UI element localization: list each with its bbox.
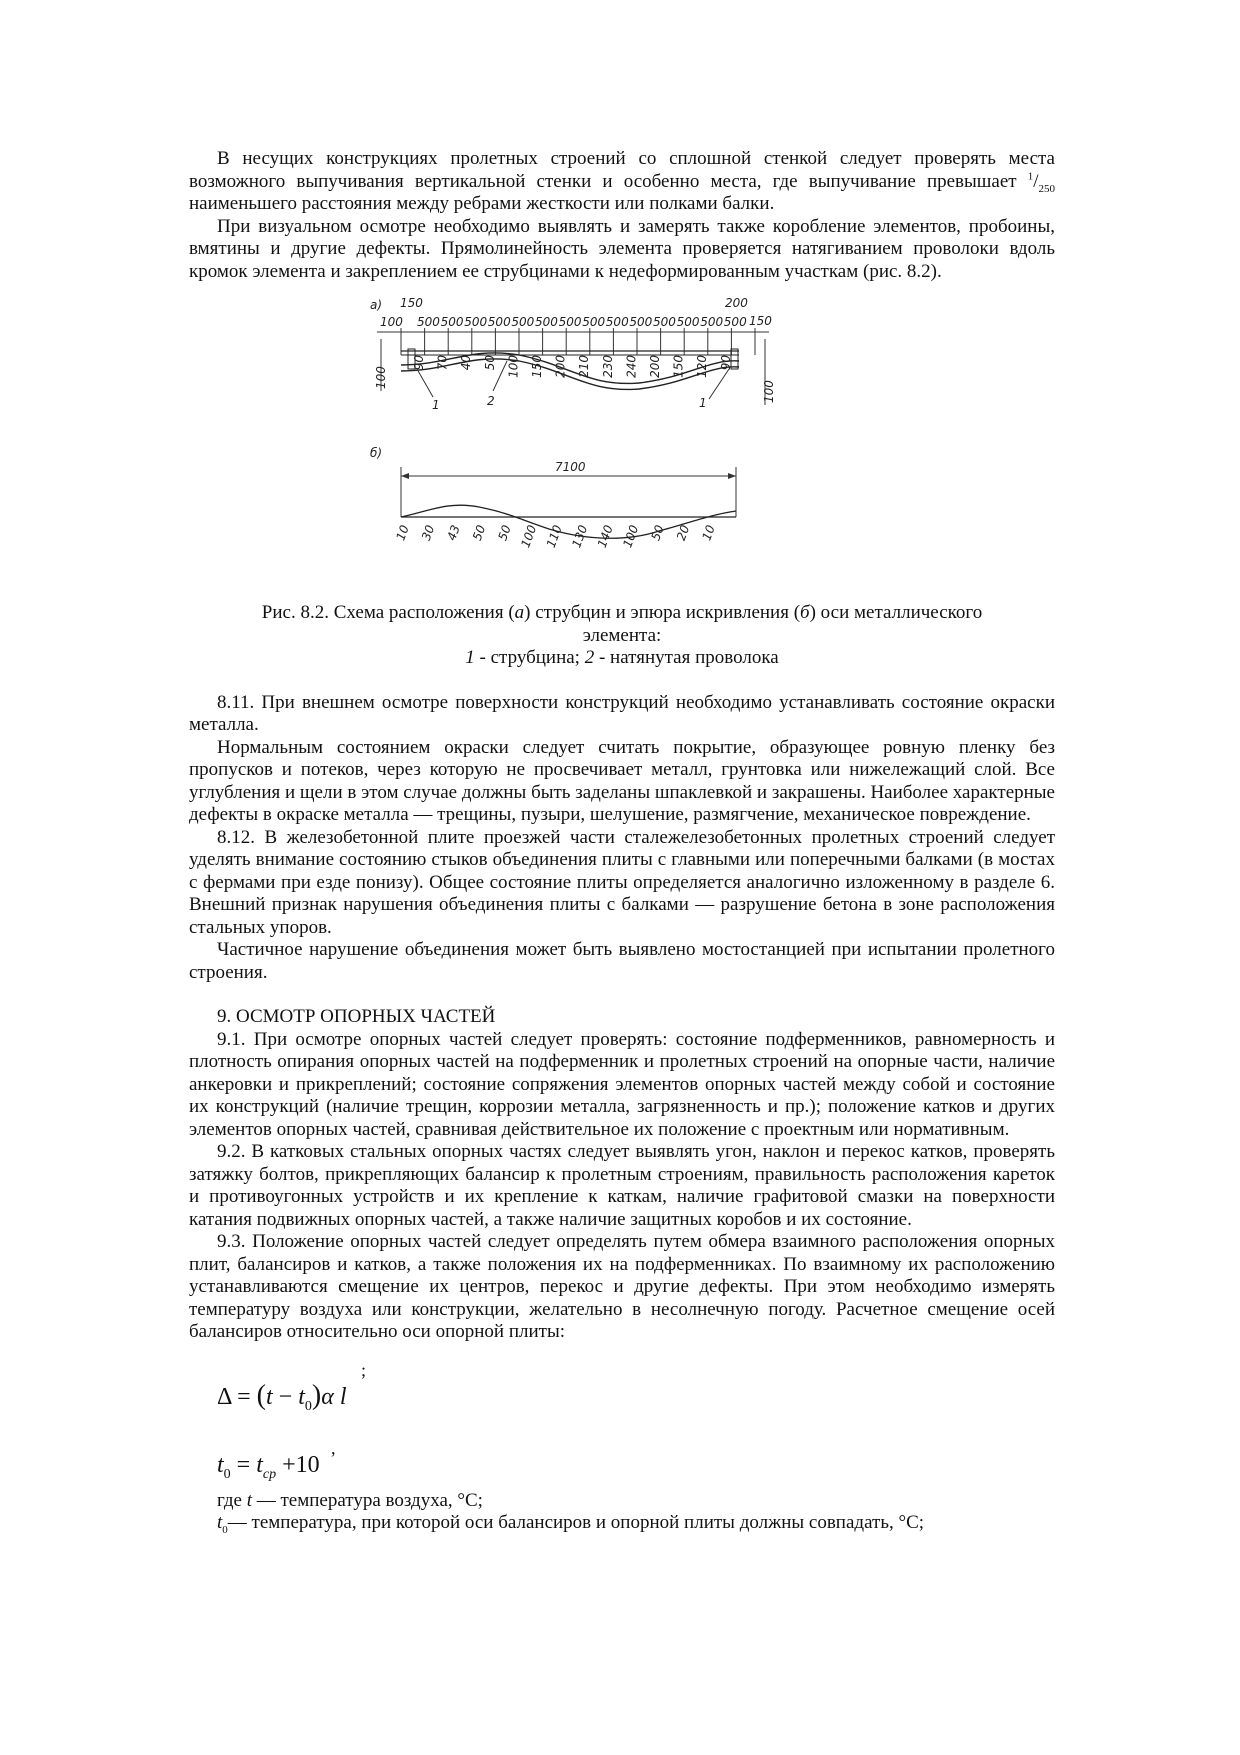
offset-label: 230 bbox=[600, 355, 615, 378]
top-dimension-label: 500 bbox=[582, 315, 606, 329]
offset-label: 200 bbox=[648, 355, 662, 378]
span-7100: 7100 bbox=[555, 460, 586, 474]
offset-label: 100 bbox=[506, 355, 521, 378]
paragraph-paint-condition: Нормальным состоянием окраски следует считать покрытие, образующее ровную пленку без пропусков и потеков, через которую не просвечивает металл, грунтовка или нижележащий слой. Все углубления и щели в этом случае должны быть заделаны шпаклевкой и закрашены. Наиболее характерные дефекты в окраске металла — трещины, пузыри, шелушение, размягчение, механическое повреждение. bbox=[189, 736, 1055, 825]
top-dimension-label: 500 bbox=[487, 315, 511, 329]
section-heading-9: 9. ОСМОТР ОПОРНЫХ ЧАСТЕЙ bbox=[217, 1006, 496, 1027]
curvature-values bbox=[393, 523, 718, 550]
curvature-value: 110 bbox=[543, 523, 565, 550]
side-dim-left: 100 bbox=[374, 366, 388, 389]
fraction-denominator: 250 bbox=[1038, 182, 1055, 195]
offset-label: 50 bbox=[482, 355, 497, 371]
curvature-value: 43 bbox=[444, 523, 463, 543]
offset-label: 210 bbox=[577, 355, 592, 378]
curvature-value: 20 bbox=[673, 523, 693, 543]
formula-t0: $t_0 = t_{ср} +10$ , bbox=[217, 1437, 336, 1482]
definition-t0: $t_0—$ температура, при которой оси балансиров и опорной плиты должны совпадать, °С; bbox=[217, 1512, 925, 1536]
top-dimension-label: 500 bbox=[629, 315, 653, 329]
paragraph-9-2: 9.2. В катковых стальных опорных частях следует выявлять угон, наклон и перекос катков, проверять затяжку болтов, прикрепляющих балансир к пролетным строениям, правильность расположения кареток и противоугонных устройств и их крепление к каткам, наличие графитовой смазки на поверхности катания подвижных опорных частей, а также наличие защитных коробов и их состояние. bbox=[189, 1141, 1055, 1230]
variable-definitions bbox=[189, 1490, 1055, 1535]
figure-8-2 bbox=[189, 295, 1055, 600]
curvature-value: 100 bbox=[620, 523, 642, 550]
offset-label: 40 bbox=[459, 355, 474, 371]
dim-200: 200 bbox=[725, 296, 748, 310]
curvature-value: 10 bbox=[393, 523, 412, 543]
caption-line-2: элемента: bbox=[582, 624, 662, 646]
formula-displacement: $\Delta = (t - t_0)\alpha$ l ; bbox=[217, 1359, 367, 1414]
offset-label: 200 bbox=[553, 355, 568, 378]
label-b: б) bbox=[370, 446, 383, 460]
caption-line-1: Рис. 8.2. Схема расположения (а) струбцин и эпюра искривления (б) оси металлического bbox=[261, 602, 983, 623]
callout-1-right: 1 bbox=[699, 396, 707, 410]
side-dim-right: 100 bbox=[762, 380, 776, 403]
paragraph-text: В несущих конструкциях пролетных строений со сплошной стенкой следует проверять места возможного выпучивания вертикальной стенки и особенно места, где выпучивание превышает bbox=[189, 148, 1055, 192]
curvature-value: 50 bbox=[469, 523, 489, 543]
offset-label: 240 bbox=[624, 355, 639, 378]
paragraph-9-1: 9.1. При осмотре опорных частей следует проверять: состояние подферменников, равномерность и плотность опирания опорных частей на подферменник и пролетных строений на опорные части, наличие анкеровки и прикреплений; состояние сопряжения элементов опорных частей между собой и состояние их конструкций (наличие трещин, коррозии металла, загрязненность и пр.); положение катков и других элементов опорных частей, сравнивая действительное их положение с проектным или нормативным. bbox=[189, 1028, 1055, 1140]
definition-t: где t — температура воздуха, °С; bbox=[217, 1489, 483, 1511]
clamp-diagram bbox=[189, 295, 1055, 600]
figure-caption bbox=[189, 602, 1055, 670]
top-dimension-labels bbox=[417, 315, 747, 329]
curvature-value: 50 bbox=[495, 523, 514, 543]
fraction-numerator: 1 bbox=[1027, 170, 1034, 183]
top-dimension-label: 500 bbox=[605, 315, 629, 329]
paragraph-visual-inspection: При визуальном осмотре необходимо выявлять и замерять также коробление элементов, пробоины, вмятины и другие дефекты. Прямолинейность элемента проверяется натягиванием проволоки вдоль кромок элемента и закреплением ее струбцинами к недеформированным участкам (рис. 8.2). bbox=[189, 215, 1055, 282]
curvature-value: 140 bbox=[594, 523, 616, 550]
curvature-value: 50 bbox=[648, 523, 667, 543]
offset-label: 150 bbox=[671, 354, 686, 378]
offset-labels-a bbox=[412, 355, 733, 378]
callout-1-left: 1 bbox=[432, 398, 440, 412]
curvature-value: 130 bbox=[569, 523, 591, 550]
paragraph-9-3: 9.3. Положение опорных частей следует определять путем обмера взаимного расположения опорных плит, балансиров и катков, а также положения их на подферменниках. По взаимному их расположению устанавливаются смещение их центров, перекос и другие дефекты. При этом необходимо измерять температуру воздуха или конструкции, желательно в несолнечную погоду. Расчетное смещение осей балансиров относительно оси опорной плиты: bbox=[189, 1231, 1055, 1342]
top-dimension-label: 500 bbox=[417, 315, 440, 329]
curvature-value: 10 bbox=[699, 523, 718, 543]
bent-element-top bbox=[401, 353, 739, 384]
top-dimension-label: 500 bbox=[653, 315, 676, 329]
top-dimension-label: 500 bbox=[535, 315, 558, 329]
dim-100-left: 100 bbox=[380, 315, 403, 329]
curvature-value: 30 bbox=[418, 523, 438, 543]
top-dimension-label: 500 bbox=[440, 315, 464, 329]
top-dimension-label: 500 bbox=[676, 315, 700, 329]
top-dimension-label: 500 bbox=[700, 315, 724, 329]
offset-label: 90 bbox=[718, 355, 733, 371]
offset-label: 150 bbox=[530, 355, 544, 378]
caption-line-3: 1 - струбцина; 2 - натянутая проволока bbox=[465, 647, 779, 668]
paragraph-text: наименьшего расстояния между ребрами жесткости или полками балки. bbox=[189, 193, 775, 214]
paragraph-8-12: 8.12. В железобетонной плите проезжей части сталежелезобетонных пролетных строений следует уделять внимание состоянию стыков объединения плиты с главными или поперечными балками (в мостах с фермами при езде понизу). Общее состояние плиты определяется аналогично изложенному в разделе 6. Внешний признак нарушения объединения плиты с балками — разрушение бетона в зоне расположения стальных упоров. bbox=[189, 826, 1055, 938]
top-dimension-label: 500 bbox=[511, 315, 535, 329]
paragraph-web-buckling: В несущих конструкциях пролетных строений со сплошной стенкой следует проверять места возможного выпучивания вертикальной стенки и особенно места, где выпучивание превышает $^1/_{250}$ наименьшего расстояния между ребрами жесткости или полками балки. bbox=[189, 148, 1055, 214]
bent-element-bottom bbox=[401, 359, 739, 390]
dim-150-right: 150 bbox=[749, 314, 772, 328]
paragraph-partial-failure: Частичное нарушение объединения может быть выявлено мостостанцией при испытании пролетного строения. bbox=[189, 939, 1055, 983]
document-page bbox=[189, 148, 1055, 1535]
label-a: а) bbox=[370, 298, 383, 312]
dim-150-top: 150 bbox=[400, 296, 423, 310]
paragraph-8-11: 8.11. При внешнем осмотре поверхности конструкций необходимо устанавливать состояние окраски металла. bbox=[189, 691, 1055, 735]
curvature-value: 100 bbox=[518, 523, 540, 550]
offset-label: 120 bbox=[695, 355, 710, 378]
top-dimension-label: 500 bbox=[464, 315, 488, 329]
top-dimension-label: 500 bbox=[723, 315, 747, 329]
offset-label: 90 bbox=[412, 355, 426, 371]
top-dimension-label: 500 bbox=[558, 315, 582, 329]
callout-2: 2 bbox=[487, 394, 495, 408]
offset-label: 70 bbox=[435, 355, 450, 371]
